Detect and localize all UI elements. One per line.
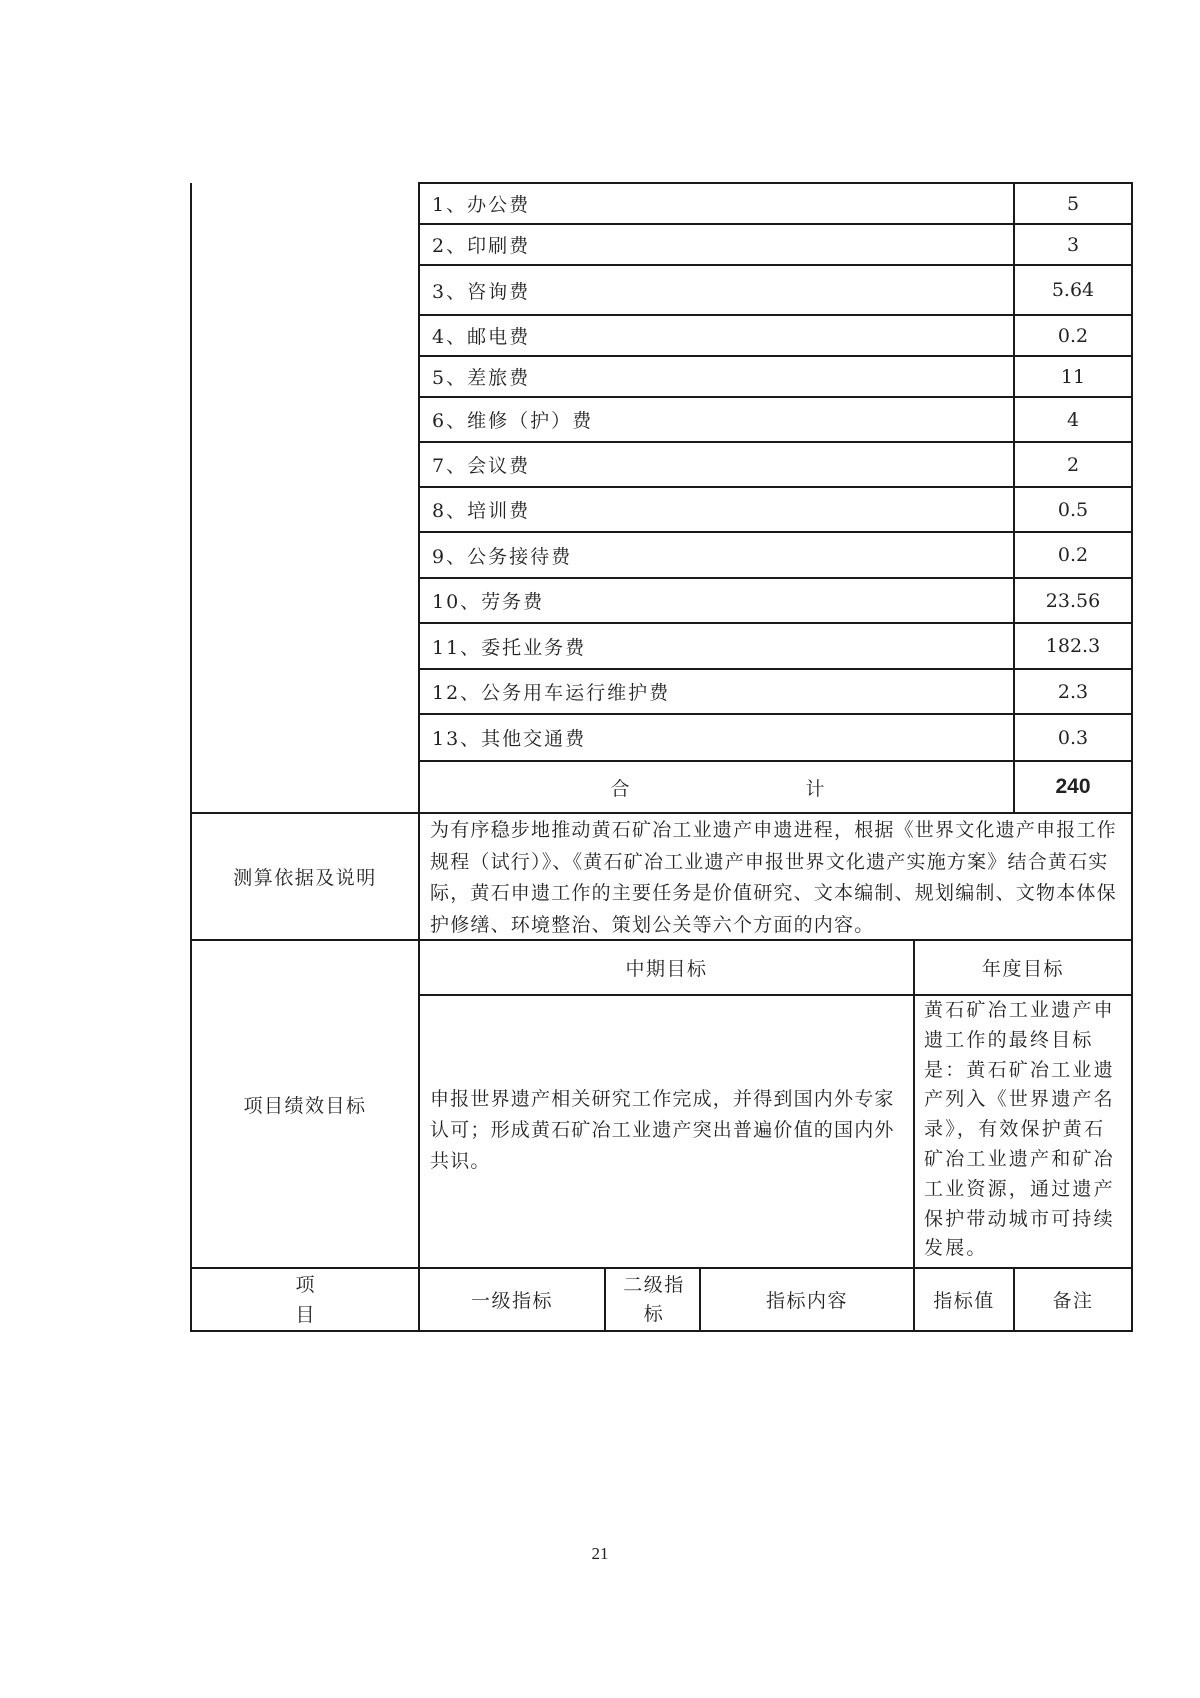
table-border-bottom <box>190 1330 1133 1332</box>
basis-label: 测算依据及说明 <box>233 867 377 889</box>
expense-label: 6、维修（护）费 <box>432 410 594 432</box>
indicator-header-value: 指标值 <box>933 1290 995 1312</box>
indicator-header-item: 项目 <box>295 1273 315 1326</box>
expense-value: 0.5 <box>1057 498 1089 521</box>
expense-value: 0.2 <box>1057 544 1089 566</box>
total-value: 240 <box>1055 775 1091 798</box>
total-label-right: 计 <box>805 777 825 800</box>
expense-value: 2 <box>1066 453 1080 476</box>
expense-label: 3、咨询费 <box>432 280 531 303</box>
indicator-header-content: 指标内容 <box>765 1290 848 1312</box>
mid-term-text: 申报世界遗产相关研究工作完成，并得到国内外专家认可；形成黄石矿冶工业遗产突出普遍价值的国内外共识。 <box>430 1088 895 1172</box>
annual-header: 年度目标 <box>981 958 1064 980</box>
expense-value: 5 <box>1066 192 1080 215</box>
expense-label: 4、邮电费 <box>432 326 531 348</box>
mid-term-header: 中期目标 <box>625 958 708 980</box>
expense-value: 2.3 <box>1057 680 1089 703</box>
page-number: 21 <box>591 1544 609 1563</box>
expense-label: 9、公务接待费 <box>432 545 573 568</box>
expense-value: 0.2 <box>1057 324 1089 347</box>
expense-value: 5.64 <box>1051 279 1095 301</box>
total-label-left: 合 <box>610 777 630 800</box>
expense-label: 10、劳务费 <box>432 591 545 613</box>
expense-label: 5、差旅费 <box>432 367 531 389</box>
expense-label: 2、印刷费 <box>432 235 531 257</box>
expense-label: 12、公务用车运行维护费 <box>432 682 671 704</box>
expense-label: 7、会议费 <box>432 455 531 477</box>
performance-label: 项目绩效目标 <box>243 1094 367 1117</box>
basis-text: 为有序稳步地推动黄石矿冶工业遗产申遗进程，根据《世界文化遗产申报工作规程（试行）》、《黄石矿冶工业遗产申报世界文化遗产实施方案》结合黄石实际，黄石申遗工作的主要任务是价值研究、文本编制、规划编制、文物本体保护修缮、环境整治、策划公关等六个方面的内容。 <box>430 819 1117 936</box>
expense-label: 11、委托业务费 <box>432 636 587 659</box>
expense-value: 0.3 <box>1057 726 1089 749</box>
expense-value: 4 <box>1066 408 1080 431</box>
table-divider-indicator-a <box>604 1268 606 1332</box>
expense-label: 8、培训费 <box>432 500 531 522</box>
expense-value: 182.3 <box>1045 635 1101 657</box>
expense-value: 11 <box>1060 365 1086 388</box>
expense-label: 13、其他交通费 <box>432 728 587 750</box>
expense-value: 3 <box>1066 233 1080 256</box>
expense-label: 1、办公费 <box>432 194 531 216</box>
expense-value: 23.56 <box>1045 589 1101 612</box>
annual-text: 黄石矿冶工业遗产申遗工作的最终目标是：黄石矿冶工业遗产列入《世界遗产名录》，有效保护黄石矿冶工业遗产和矿冶工业资源，通过遗产保护带动城市可持续发展。 <box>924 999 1115 1260</box>
indicator-header-level2: 二级指标 <box>623 1273 685 1325</box>
indicator-header-level1: 一级指标 <box>470 1290 553 1312</box>
indicator-header-note: 备注 <box>1052 1290 1094 1312</box>
